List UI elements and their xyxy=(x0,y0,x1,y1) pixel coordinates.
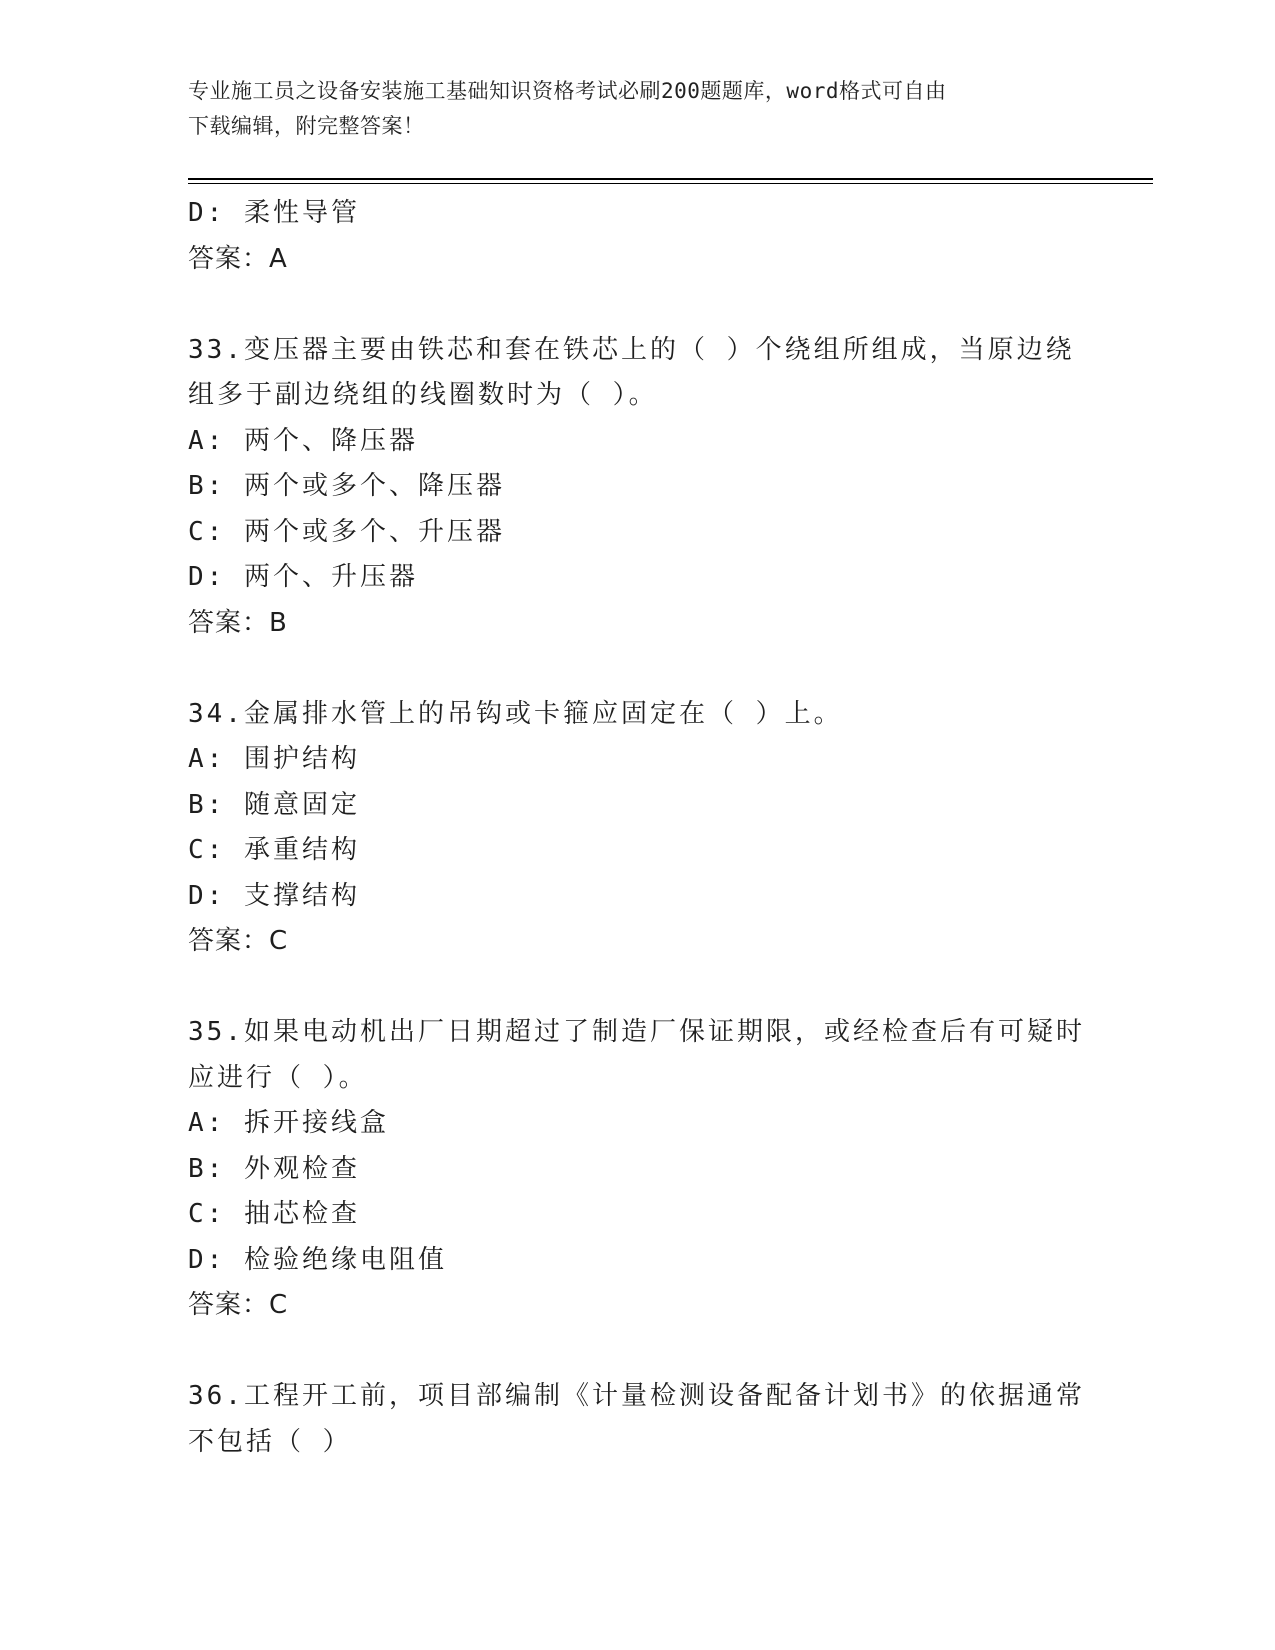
question-text-line: 组多于副边绕组的线圈数时为（ ）。 xyxy=(188,380,658,410)
option-a: A: 两个、降压器 xyxy=(188,425,418,456)
question-text-line: 33.变压器主要由铁芯和套在铁芯上的（ ）个绕组所组成，当原边绕 xyxy=(188,334,1075,365)
option-a: A: 拆开接线盒 xyxy=(188,1108,389,1138)
spacer xyxy=(188,1329,1088,1375)
option-b: B: 外观检查 xyxy=(188,1153,360,1184)
option-b: B: 随意固定 xyxy=(188,789,360,820)
question-text-line: 36.工程开工前，项目部编制《计量检测设备配备计划书》的依据通常 xyxy=(188,1381,1085,1411)
question-block-34 xyxy=(188,692,1088,965)
option-c: C: 抽芯检查 xyxy=(188,1199,360,1229)
option-c: C: 两个或多个、升压器 xyxy=(188,516,505,547)
spacer xyxy=(188,646,1088,692)
answer-line: 答案：B xyxy=(188,607,288,638)
option-d: D: 两个、升压器 xyxy=(188,562,418,592)
option-d: D: 支撑结构 xyxy=(188,880,360,911)
question-text-line: 34.金属排水管上的吊钩或卡箍应固定在（ ）上。 xyxy=(188,698,843,729)
option-c: C: 承重结构 xyxy=(188,835,360,865)
answer-line: 答案：C xyxy=(188,1290,289,1320)
option-b: B: 两个或多个、降压器 xyxy=(188,471,505,501)
header-rule-thick xyxy=(188,178,1153,180)
header-title-line-1: 专业施工员之设备安装施工基础知识资格考试必刷200题题库，word格式可自由 xyxy=(188,79,947,103)
header-rule-thin xyxy=(188,183,1153,184)
spacer xyxy=(188,282,1088,328)
option-a: A: 围护结构 xyxy=(188,744,360,774)
question-block-36 xyxy=(188,1374,1088,1465)
document-body xyxy=(188,191,1088,1465)
answer-line: 答案：C xyxy=(188,926,289,956)
option-d: D: 检验绝缘电阻值 xyxy=(188,1244,447,1275)
question-text-line: 35.如果电动机出厂日期超过了制造厂保证期限，或经检查后有可疑时 xyxy=(188,1017,1085,1047)
question-block-33 xyxy=(188,328,1088,647)
document-header xyxy=(188,74,1078,144)
answer-line: 答案：A xyxy=(188,243,288,274)
header-title-line-2: 下载编辑，附完整答案！ xyxy=(188,114,425,138)
question-text-line: 不包括（ ） xyxy=(188,1426,352,1457)
spacer xyxy=(188,965,1088,1011)
question-text-line: 应进行（ ）。 xyxy=(188,1062,368,1093)
option-d: D: 柔性导管 xyxy=(188,198,360,228)
question-block-35 xyxy=(188,1010,1088,1329)
